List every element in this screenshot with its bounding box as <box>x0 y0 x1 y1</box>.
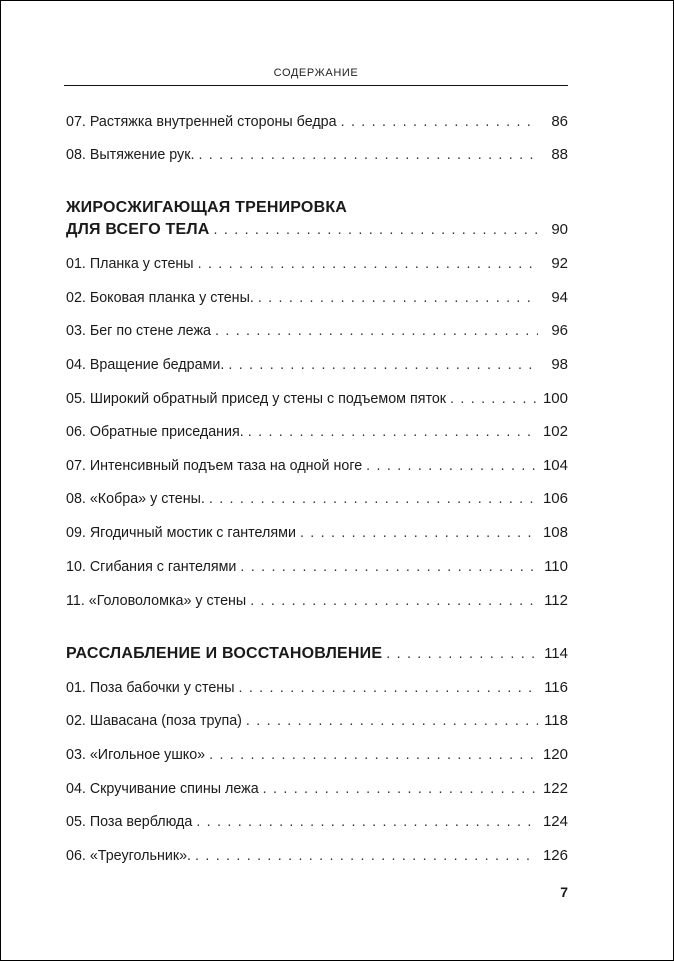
dot-leader <box>209 489 537 509</box>
toc-entry-title: 09. Ягодичный мостик с гантелями <box>66 525 296 541</box>
toc-entry-title: 01. Поза бабочки у стены <box>66 680 235 696</box>
toc-entry-page: 92 <box>551 255 568 272</box>
dot-leader <box>341 112 538 132</box>
toc-entry-title: 02. Шавасана (поза трупа) <box>66 713 242 729</box>
toc-entry-page: 124 <box>542 813 568 830</box>
toc-entry-title: 07. Интенсивный подъем таза на одной ноге <box>66 458 363 474</box>
dot-leader <box>196 812 537 832</box>
toc-entry-title: 04. Вращение бедрами. <box>66 357 225 373</box>
dot-leader <box>250 591 538 611</box>
toc-entry-page: 118 <box>544 712 568 729</box>
toc-entry[interactable] <box>66 112 568 132</box>
dot-leader <box>450 389 537 409</box>
toc-entry-title: 11. «Головоломка» у стены <box>66 593 247 609</box>
toc-entry-title: 08. Вытяжение рук. <box>66 147 195 163</box>
dot-leader <box>195 846 537 866</box>
toc-entry[interactable] <box>66 145 568 165</box>
toc-entry-title: 07. Растяжка внутренней стороны бедра <box>66 114 337 130</box>
toc-entry[interactable] <box>66 678 568 698</box>
toc-entry-page: 106 <box>542 490 568 507</box>
toc-entry[interactable] <box>66 321 568 341</box>
section-heading: ДЛЯ ВСЕГО ТЕЛА <box>66 221 210 238</box>
toc-entry-page: 100 <box>542 390 568 407</box>
toc-entry-title: 05. Широкий обратный присед у стены с подъемом пяток <box>66 391 447 407</box>
toc-entry[interactable] <box>66 254 568 274</box>
section-heading: РАССЛАБЛЕНИЕ И ВОССТАНОВЛЕНИЕ <box>66 645 383 662</box>
toc-entry[interactable] <box>66 812 568 832</box>
toc-entry-page: 110 <box>544 558 568 575</box>
toc-entry-title: 06. Обратные приседания. <box>66 424 244 440</box>
toc-entry-page: 104 <box>542 457 568 474</box>
dot-leader <box>209 745 537 765</box>
dot-leader <box>300 523 537 543</box>
toc-section-entry[interactable] <box>66 220 568 240</box>
toc-entry-page: 112 <box>544 592 568 609</box>
toc-entry-page: 126 <box>542 847 568 864</box>
toc-entry-title: 06. «Треугольник». <box>66 848 192 864</box>
dot-leader <box>263 779 537 799</box>
toc-entry-page: 94 <box>551 289 568 306</box>
dot-leader <box>248 422 537 442</box>
toc-entry[interactable] <box>66 745 568 765</box>
toc-entry-page: 122 <box>542 780 568 797</box>
dot-leader <box>214 220 538 240</box>
toc-entry-page: 96 <box>551 322 568 339</box>
toc-entry-page: 86 <box>551 113 568 130</box>
toc-entry[interactable] <box>66 489 568 509</box>
toc-entry[interactable] <box>66 456 568 476</box>
toc-section-entry[interactable] <box>66 644 568 664</box>
dot-leader <box>198 254 538 274</box>
section-page: 90 <box>551 221 568 238</box>
toc-entry[interactable] <box>66 523 568 543</box>
dot-leader <box>215 321 538 341</box>
toc-entry-page: 88 <box>551 146 568 163</box>
toc-entry-title: 05. Поза верблюда <box>66 814 193 830</box>
toc-entry-title: 01. Планка у стены <box>66 256 194 272</box>
toc-entry[interactable] <box>66 711 568 731</box>
dot-leader <box>366 456 537 476</box>
toc-entry-page: 98 <box>551 356 568 373</box>
toc-entry-title: 03. Бег по стене лежа <box>66 323 211 339</box>
toc-entry-title: 04. Скручивание спины лежа <box>66 781 259 797</box>
dot-leader <box>228 355 538 375</box>
toc-entry[interactable] <box>66 591 568 611</box>
dot-leader <box>246 711 538 731</box>
toc-entry-page: 120 <box>542 746 568 763</box>
toc-entry[interactable] <box>66 557 568 577</box>
toc-entry[interactable] <box>66 389 568 409</box>
toc-entry-title: 03. «Игольное ушко» <box>66 747 206 763</box>
toc-entry-title: 02. Боковая планка у стены. <box>66 290 254 306</box>
dot-leader <box>198 145 538 165</box>
section-heading-line1: ЖИРОСЖИГАЮЩАЯ ТРЕНИРОВКА <box>66 199 348 216</box>
toc-entry-title: 10. Сгибания с гантелями <box>66 559 237 575</box>
toc-entry[interactable] <box>66 422 568 442</box>
dot-leader <box>240 557 538 577</box>
toc-entry-page: 102 <box>542 423 568 440</box>
toc-entry-page: 116 <box>544 679 568 696</box>
dot-leader <box>238 678 538 698</box>
toc-entry-page: 108 <box>542 524 568 541</box>
toc-entry[interactable] <box>66 355 568 375</box>
dot-leader <box>258 288 538 308</box>
header-rule <box>64 85 568 86</box>
section-page: 114 <box>544 645 568 662</box>
running-head: СОДЕРЖАНИЕ <box>273 67 359 79</box>
toc-entry[interactable] <box>66 779 568 799</box>
dot-leader <box>386 644 538 664</box>
toc-entry-title: 08. «Кобра» у стены. <box>66 491 205 507</box>
toc-entry[interactable] <box>66 846 568 866</box>
toc-entry[interactable] <box>66 288 568 308</box>
page-number: 7 <box>560 884 568 900</box>
